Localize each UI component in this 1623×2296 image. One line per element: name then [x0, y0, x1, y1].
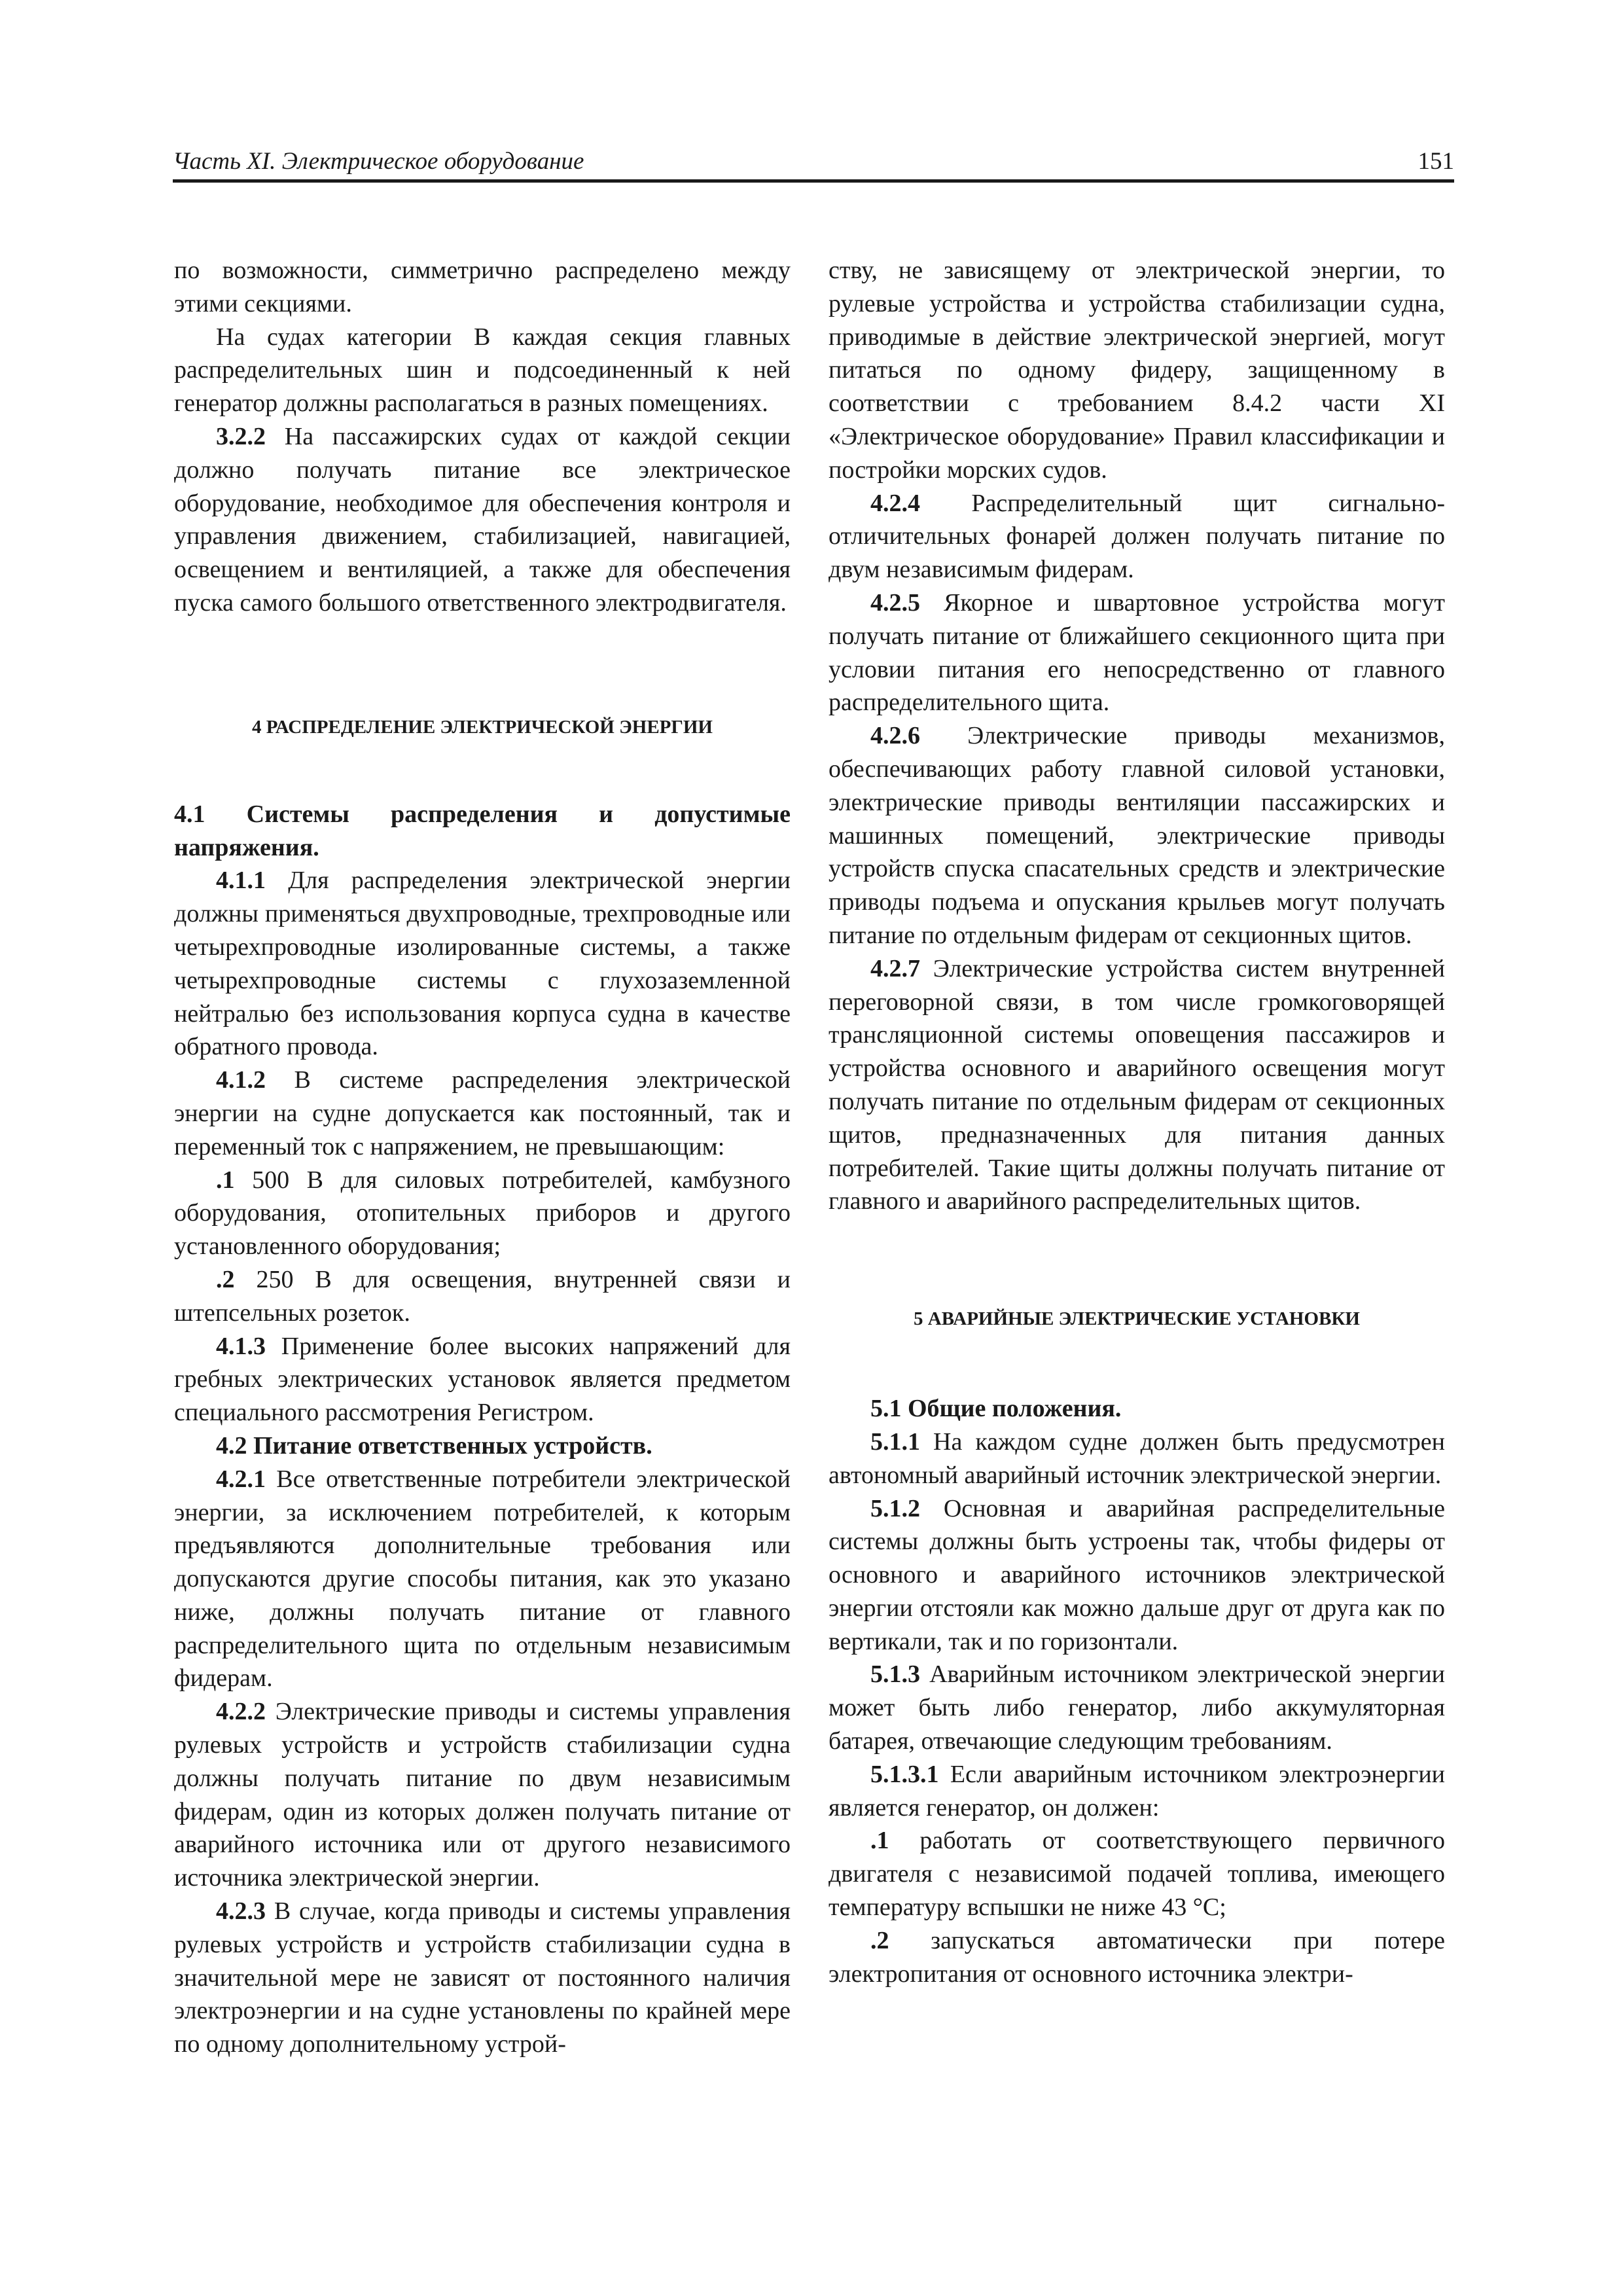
clause-4-1-3 — [174, 1330, 791, 1429]
section-4-title: 4 РАСПРЕДЕЛЕНИЕ ЭЛЕКТРИЧЕСКОЙ ЭНЕРГИИ — [252, 716, 713, 738]
clause-text: В случае, когда приводы и системы управления рулевых устройств и устройств стабилизации судна в значительной мере не зависят от постоянного наличия электроэнергии и на судне установлены по крайней мере по одному дополнительному устрой- — [174, 1897, 791, 2058]
clause-number: 4.2.4 — [870, 489, 920, 517]
subsection-4-2-title: 4.2 Питание ответственных устройств. — [216, 1431, 652, 1460]
item-text: запускаться автоматически при потере электропитания от основного источника электри- — [829, 1926, 1445, 1988]
clause-4-1-1 — [174, 864, 791, 1064]
clause-number: 4.2.7 — [870, 954, 920, 982]
clause-number: 5.1.2 — [870, 1494, 920, 1522]
clause-number: 5.1.3.1 — [870, 1760, 939, 1788]
page-header — [173, 143, 1454, 183]
clause-4-2-6 — [829, 719, 1445, 952]
clause-number: 4.2.5 — [870, 588, 920, 617]
clause-number: 4.1.3 — [216, 1332, 266, 1360]
list-item — [174, 1164, 791, 1263]
clause-number: 4.1.1 — [216, 867, 266, 895]
clause-4-2-3 — [174, 1895, 791, 2061]
clause-text: Все ответственные потребители электрической энергии, за исключением потребителей, к которым предъявляются дополнительные требования или допускаются другие способы питания, как это указано ниже, должны получать питание от главного распределительного щита по отдельным независимым фидерам. — [174, 1465, 791, 1693]
clause-text: Основная и аварийная распределительные системы должны быть устроены так, чтобы фидеры от основного и аварийного источников электрической энергии отстояли как можно дальше друг от друга как по вертикали, так и по горизонтали. — [829, 1494, 1445, 1655]
paragraph: по возможности, симметрично распределено между этими секциями. — [174, 257, 791, 317]
list-item — [174, 1263, 791, 1330]
clause-number: 3.2.2 — [216, 422, 266, 450]
list-item — [829, 1824, 1445, 1924]
clause-text: Если аварийным источником электроэнергии является генератор, он должен: — [829, 1760, 1445, 1821]
clause-4-2-5 — [829, 586, 1445, 719]
clause-number: 4.2.1 — [216, 1465, 266, 1493]
clause-5-1-1 — [829, 1426, 1445, 1492]
clause-5-1-2 — [829, 1492, 1445, 1659]
clause-number: 4.1.2 — [216, 1066, 266, 1094]
item-number: .1 — [216, 1166, 235, 1194]
item-number: .2 — [216, 1265, 235, 1293]
clause-number: 5.1.3 — [870, 1660, 920, 1689]
clause-text: Для распределения электрической энергии должны применяться двухпроводные, трехпроводные или четырехпроводные изолированные системы, а также четырехпроводные системы с глухозаземленной нейтралью без использования корпуса судна в качестве обратного провода. — [174, 867, 791, 1061]
subsection-4-1-title: 4.1 Системы распределения и допустимые напряжения. — [174, 800, 791, 861]
clause-4-2-4 — [829, 487, 1445, 586]
clause-3-2-2 — [174, 420, 791, 620]
item-number: .1 — [870, 1827, 889, 1855]
left-column — [174, 254, 791, 2061]
clause-text: На каждом судне должен быть предусмотрен автономный аварийный источник электрической энергии. — [829, 1427, 1445, 1489]
page-number: 151 — [1418, 148, 1454, 175]
clause-text: Электрические устройства систем внутренней переговорной связи, в том числе громкоговорящей трансляционной системы оповещения пассажиров и устройства основного и аварийного освещения могут получать питание по отдельным фидерам от секционных щитов, предназначенных для питания данных потребителей. Такие щиты должны получать питание от главного и аварийного распределительных щитов. — [829, 954, 1445, 1215]
item-text: работать от соответствующего первичного двигателя с независимой подачей топлива, имеющего температуру вспышки не ниже 43 °С; — [829, 1827, 1445, 1922]
clause-text: Электрические приводы и системы управления рулевых устройств и устройств стабилизации судна должны получать питание по двум независимым фидерам, один из которых должен получать питание от аварийного источника или от другого независимого источника электрической энергии. — [174, 1698, 791, 1892]
clause-4-2-7 — [829, 952, 1445, 1218]
clause-4-2-2 — [174, 1695, 791, 1895]
section-5-title: 5 АВАРИЙНЫЕ ЭЛЕКТРИЧЕСКИЕ УСТАНОВКИ — [914, 1308, 1360, 1330]
item-text: 250 В для освещения, внутренней связи и штепсельных розеток. — [174, 1265, 791, 1327]
clause-text: Применение более высоких напряжений для гребных электрических установок является предметом специального рассмотрения Регистром. — [174, 1332, 791, 1427]
clause-5-1-3 — [829, 1658, 1445, 1757]
clause-text: Распределительный щит сигнально-отличительных фонарей должен получать питание по двум независимым фидерам. — [829, 489, 1445, 584]
clause-text: Аварийным источником электрической энергии может быть либо генератор, либо аккумуляторная батарея, отвечающие следующим требованиям. — [829, 1660, 1445, 1755]
subsection-5-1-title: 5.1 Общие положения. — [870, 1395, 1122, 1423]
clause-text: Якорное и швартовное устройства могут получать питание от ближайшего секционного щита при условии питания его непосредственно от главного распределительного щита. — [829, 588, 1445, 717]
clause-number: 4.2.2 — [216, 1698, 266, 1726]
clause-text: На пассажирских судах от каждой секции должно получать питание все электрическое оборудование, необходимое для обеспечения контроля и управления движением, стабилизацией, навигацией, освещением и вентиляцией, а также для обеспечения пуска самого большого ответственного электродвигателя. — [174, 422, 791, 617]
clause-text: В системе распределения электрической энергии на судне допускается как постоянный, так и переменный ток с напряжением, не превышающим: — [174, 1066, 791, 1160]
clause-number: 4.2.3 — [216, 1897, 266, 1926]
running-title: Часть XI. Электрическое оборудование — [173, 148, 584, 175]
list-item — [829, 1924, 1445, 1991]
clause-4-2-1 — [174, 1463, 791, 1696]
clause-5-1-3-1 — [829, 1758, 1445, 1825]
clause-text: Электрические приводы механизмов, обеспечивающих работу главной силовой установки, электрические приводы вентиляции пассажирских и машинных помещений, электрические приводы устройств спуска спасательных средств и электрические приводы подъема и опускания крыльев могут получать питание по отдельным фидерам от секционных щитов. — [829, 722, 1445, 949]
paragraph: На судах категории B каждая секция главных распределительных шин и подсоединенный к ней генератор должны располагаться в разных помещениях. — [174, 323, 791, 418]
item-text: 500 В для силовых потребителей, камбузного оборудования, отопительных приборов и другого установленного оборудования; — [174, 1166, 791, 1261]
clause-4-1-2 — [174, 1064, 791, 1163]
right-column — [829, 254, 1445, 1990]
paragraph: ству, не зависящему от электрической энергии, то рулевые устройства и устройства стабилизации судна, приводимые в действие электрической энергией, могут питаться по одному фидеру, защищенному в соответствии с требованием 8.4.2 части XI «Электрическое оборудование» Правил классификации и постройки морских судов. — [829, 257, 1445, 484]
clause-number: 4.2.6 — [870, 722, 920, 750]
item-number: .2 — [870, 1926, 889, 1954]
clause-number: 5.1.1 — [870, 1427, 920, 1456]
